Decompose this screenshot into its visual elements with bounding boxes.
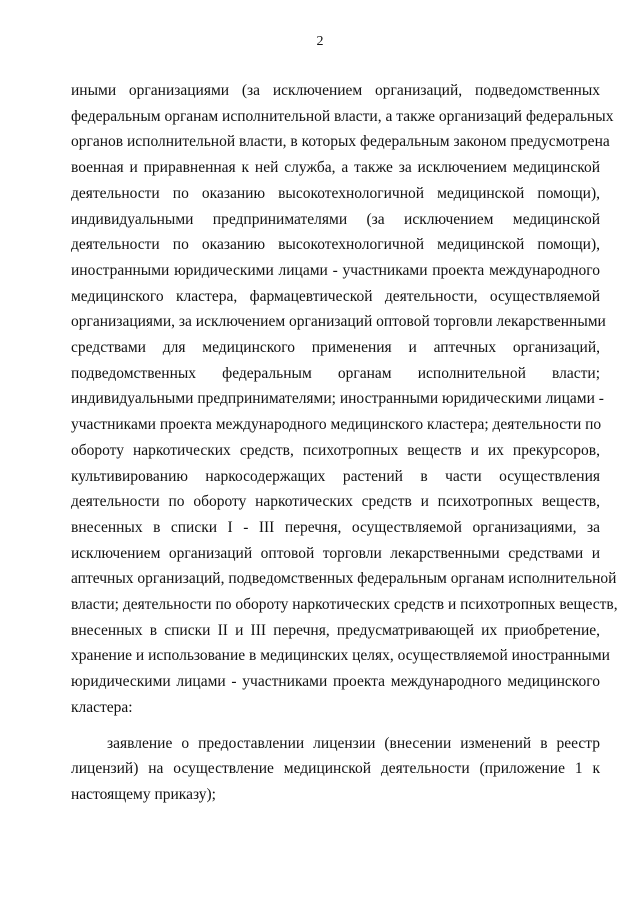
text-line: кластера: — [71, 698, 133, 716]
paragraph-licensing-conditions — [71, 78, 618, 721]
paragraph-application-item — [71, 731, 600, 808]
text-line: хранение и использование в медицинских целях, осуществляемой иностранными — [71, 647, 610, 665]
text-line: обороту наркотических средств, психотропных веществ и их прекурсоров, — [71, 441, 600, 459]
text-line: лицензий) на осуществление медицинской деятельности (приложение 1 к — [71, 760, 600, 778]
text-line: индивидуальными предпринимателями (за исключением медицинской — [71, 210, 600, 228]
document-body — [71, 78, 618, 808]
text-line: иностранными юридическими лицами - участниками проекта международного — [71, 261, 600, 279]
text-line: настоящему приказу); — [71, 785, 216, 803]
text-line: военная и приравненная к ней служба, а также за исключением медицинской — [71, 159, 600, 177]
text-line: аптечных организаций, подведомственных федеральным органам исполнительной — [71, 570, 617, 588]
text-line: индивидуальными предпринимателями; иностранными юридическими лицами - — [71, 390, 604, 408]
text-line: деятельности по оказанию высокотехнологичной медицинской помощи), — [71, 236, 600, 254]
text-line: внесенных в списки I - III перечня, осуществляемой организациями, за — [71, 518, 600, 536]
text-line: органов исполнительной власти, в которых федеральным законом предусмотрена — [71, 133, 610, 151]
text-line: подведомственных федеральным органам исполнительной власти; — [71, 364, 600, 382]
text-line: внесенных в списки II и III перечня, предусматривающей их приобретение, — [71, 621, 600, 639]
text-line: деятельности по обороту наркотических средств и психотропных веществ, — [71, 493, 600, 511]
text-line: деятельности по оказанию высокотехнологичной медицинской помощи), — [71, 184, 600, 202]
text-line: власти; деятельности по обороту наркотических средств и психотропных веществ, — [71, 596, 618, 614]
text-line: средствами для медицинского применения и аптечных организаций, — [71, 339, 600, 357]
text-line: медицинского кластера, фармацевтической деятельности, осуществляемой — [71, 287, 600, 305]
text-line: юридическими лицами - участниками проекта международного медицинского — [71, 673, 600, 691]
text-line: иными организациями (за исключением организаций, подведомственных — [71, 82, 600, 99]
text-line: федеральным органам исполнительной власти, а также организаций федеральных — [71, 107, 614, 125]
text-line: участниками проекта международного медицинского кластера; деятельности по — [71, 416, 602, 434]
text-line: исключением организаций оптовой торговли лекарственными средствами и — [71, 544, 600, 562]
text-line: организациями, за исключением организаций оптовой торговли лекарственными — [71, 313, 606, 331]
page-number: 2 — [316, 34, 324, 49]
text-line: культивированию наркосодержащих растений в части осуществления — [71, 467, 600, 485]
text-line: заявление о предоставлении лицензии (внесении изменений в реестр — [107, 734, 600, 752]
